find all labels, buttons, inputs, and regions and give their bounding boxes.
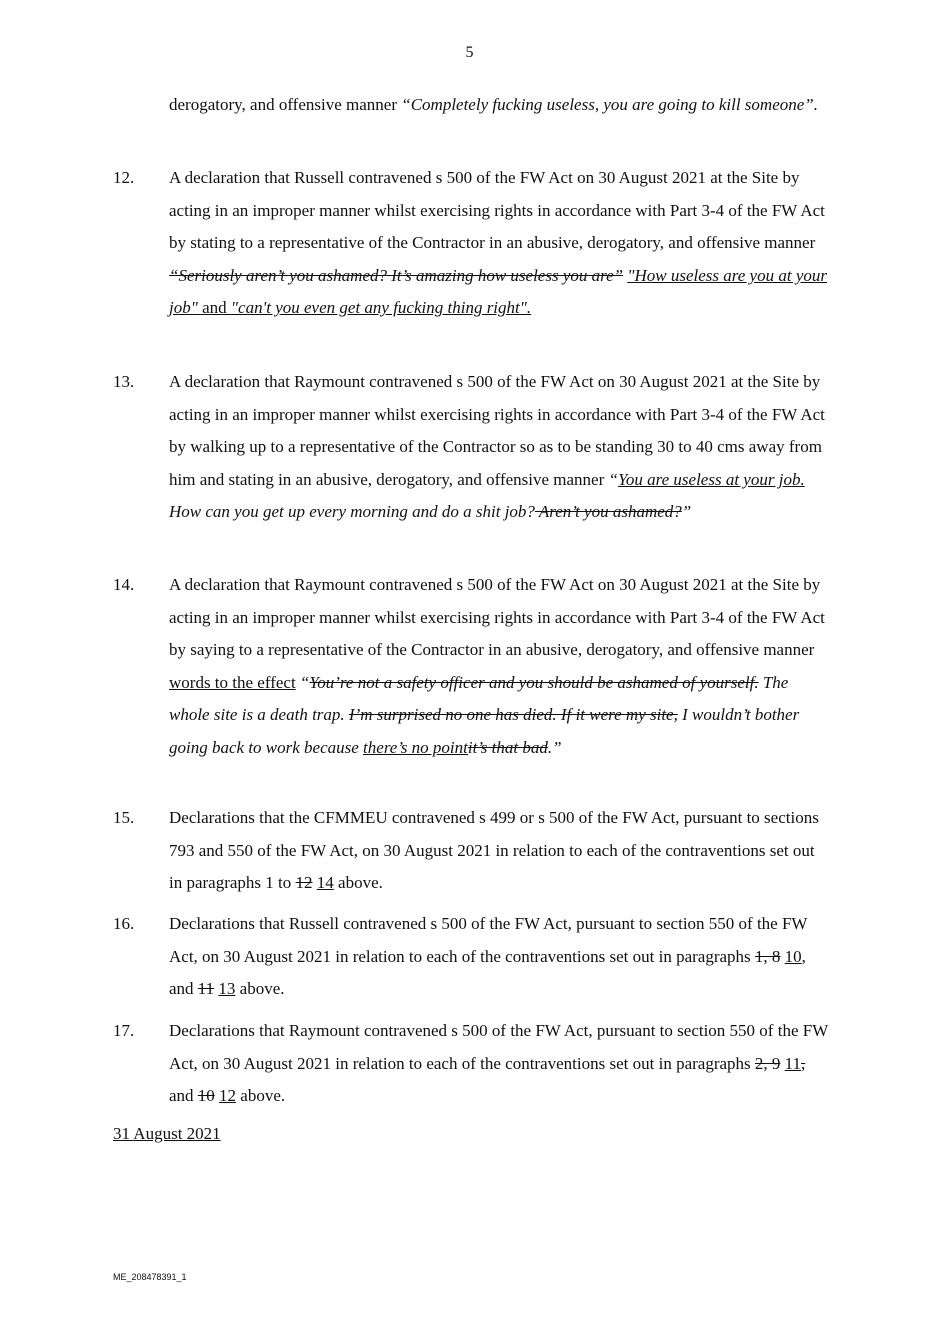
text: and — [169, 1086, 198, 1106]
deleted-text: Aren’t you ashamed? — [534, 502, 682, 522]
quote: “Completely fucking useless, you are going to kill someone”. — [401, 95, 818, 114]
text: Declarations that Raymount contravened s 500 of the FW Act, pursuant to section 550 of the FW Act, on 30 August 2021 in relation to each of the contraventions set out in paragraphs — [169, 1021, 828, 1073]
inserted-text: 14 — [316, 873, 334, 893]
deleted-text: 2, 9 — [754, 1053, 781, 1073]
document-date: 31 August 2021 — [113, 1124, 221, 1143]
deleted-text: it’s that bad — [467, 737, 548, 757]
inserted-text: "How useless are you at your job" — [169, 265, 827, 318]
inserted-text: 11 — [784, 1053, 802, 1073]
paragraph-17 — [113, 1015, 829, 1113]
paragraph-12 — [113, 162, 829, 325]
quote: The whole site is a death trap. — [169, 672, 789, 725]
deleted-text: , — [801, 1053, 806, 1073]
inserted-text: You are useless at your job. — [618, 469, 805, 489]
deleted-text: 11 — [197, 979, 215, 999]
text: A declaration that Russell contravened s 500 of the FW Act on 30 August 2021 at the Site by acting in an improper manner whilst exercising rights in accordance with Part 3-4 of the FW Act by stating to a representative of the Contractor in an abusive, derogatory, and offensive manner — [169, 168, 825, 253]
quote: .” — [547, 737, 562, 757]
deleted-text: I’m surprised no one has died. If it were my site, — [348, 705, 678, 725]
paragraph-number: 12. — [113, 168, 135, 187]
paragraph-number: 17. — [113, 1021, 135, 1040]
text: A declaration that Raymount contravened s 500 of the FW Act on 30 August 2021 at the Site by acting in an improper manner whilst exercising rights in accordance with Part 3-4 of the FW Act by saying to a representative of the Contractor in an abusive, derogatory, and offensive manner — [169, 575, 825, 660]
inserted-text: 10 — [784, 946, 802, 966]
paragraph-14 — [113, 569, 829, 765]
text: Declarations that Russell contravened s 500 of the FW Act, pursuant to section 550 of the FW Act, on 30 August 2021 in relation to each of the contraventions set out in paragraphs — [169, 914, 808, 966]
text: , and — [169, 946, 806, 999]
paragraph-number: 13. — [113, 372, 135, 391]
paragraph-13 — [113, 366, 829, 529]
text: Declarations that the CFMMEU contravened s 499 or s 500 of the FW Act, pursuant to sections 793 and 550 of the FW Act, on 30 August 2021 in relation to each of the contraventions set out in paragraphs 1 to — [169, 808, 819, 893]
inserted-text: there’s no point — [363, 737, 468, 757]
text: above. — [235, 979, 285, 999]
text: above. — [236, 1086, 286, 1106]
paragraph-number: 15. — [113, 808, 135, 827]
deleted-text: You’re not a safety officer and you should be ashamed of yourself. — [309, 672, 759, 692]
inserted-text: words to the effect — [169, 672, 296, 692]
text: above. — [333, 873, 383, 893]
document-reference: ME_208478391_1 — [113, 1272, 187, 1282]
paragraph-15 — [113, 802, 829, 900]
inserted-text: 13 — [218, 979, 236, 999]
paragraph-number: 14. — [113, 575, 135, 594]
quote-mark: ” — [681, 502, 692, 522]
deleted-text: 1, 8 — [754, 946, 781, 966]
quote: How can you get up every morning and do a shit job? — [169, 502, 535, 522]
page-number: 5 — [465, 44, 474, 61]
quote: I wouldn’t bother going back to work because — [169, 705, 800, 757]
deleted-text: 10 — [197, 1086, 215, 1106]
inserted-text: and — [197, 298, 231, 318]
paragraph-16 — [113, 908, 829, 1006]
paragraph-11-continuation — [169, 89, 829, 122]
deleted-text: 12 — [295, 873, 313, 893]
inserted-text: "can't you even get any fucking thing right". — [230, 298, 532, 318]
quote-mark: “ — [295, 672, 310, 692]
deleted-text: “Seriously aren’t you ashamed? It’s amazing how useless you are” — [169, 265, 624, 285]
text: A declaration that Raymount contravened s 500 of the FW Act on 30 August 2021 at the Site by acting in an improper manner whilst exercising rights in accordance with Part 3-4 of the FW Act by walking up to a representative of the Contractor so as to be standing 30 to 40 cms away from him and stating in an abusive, derogatory, and offensive manner — [169, 372, 825, 489]
text: derogatory, and offensive manner — [169, 95, 402, 114]
quote-mark: “ — [608, 469, 618, 489]
paragraph-number: 16. — [113, 914, 135, 933]
inserted-text: 12 — [219, 1086, 237, 1106]
